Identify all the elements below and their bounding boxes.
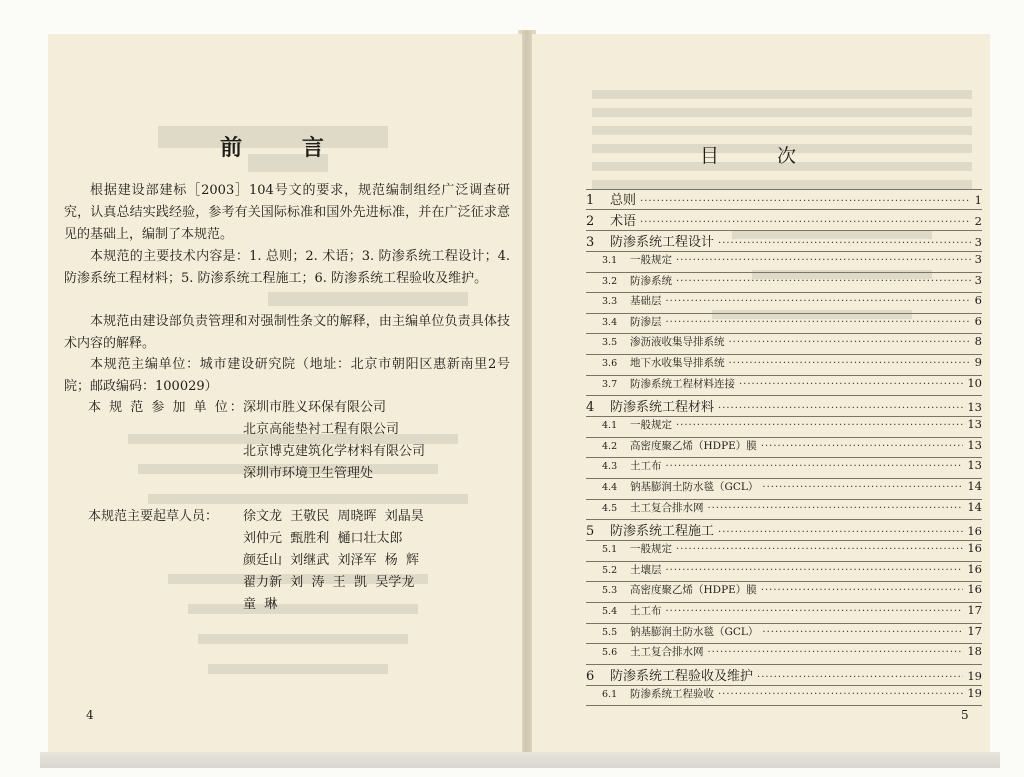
- left-page-preface: [48, 34, 522, 752]
- scanner-edge: [40, 752, 1000, 768]
- toc-dot-leader: [666, 565, 964, 576]
- toc-entry-page: 3: [974, 272, 982, 287]
- drafters-line: 徐文龙 王敬民 周晓晖 刘晶昊: [243, 509, 424, 524]
- toc-entry-number: 5: [586, 524, 595, 540]
- toc-entry-number: 4.5: [602, 502, 618, 514]
- toc-section-entry: [586, 562, 982, 583]
- toc-section-entry: [586, 479, 982, 500]
- toc-entry-number: 4: [586, 400, 595, 416]
- drafters-label: 本规范主要起草人员：: [88, 509, 219, 524]
- toc-section-entry: [586, 293, 982, 314]
- toc-dot-leader: [666, 606, 964, 617]
- toc-chapter-entry: [586, 231, 982, 252]
- toc-entry-number: 3.6: [602, 357, 618, 369]
- page-number: 4: [86, 708, 94, 722]
- toc-dot-leader: [762, 482, 963, 493]
- toc-entry-number: 6.1: [602, 688, 618, 700]
- toc-entry-number: 3.1: [602, 255, 618, 266]
- toc-entry-label: 一般规定: [630, 543, 672, 556]
- toc-entry-number: 5.4: [602, 605, 618, 617]
- preface-paragraph: 本规范由建设部负责管理和对强制性条文的解释，由主编单位负责具体技术内容的解释。: [64, 314, 510, 351]
- toc-section-entry: [586, 334, 982, 355]
- toc-entry-number: 6: [586, 668, 595, 684]
- drafters-list: [243, 506, 424, 616]
- preface-paragraph: 本规范主编单位：城市建设研究院（地址：北京市朝阳区惠新南里2号院；邮政编码：100029）: [64, 357, 510, 394]
- toc-entry-page: 17: [967, 623, 982, 638]
- toc-dot-leader: [729, 358, 971, 369]
- toc-entry-label: 钠基膨润土防水毯（GCL）: [630, 625, 759, 638]
- toc-entry-label: 地下水收集导排系统: [630, 356, 725, 369]
- toc-entry-number: 5.6: [602, 647, 618, 659]
- toc-entry-label: 土工布: [630, 460, 662, 473]
- toc-dot-leader: [640, 196, 971, 207]
- page-number: 5: [961, 708, 969, 722]
- toc-entry-number: 4.2: [602, 440, 618, 452]
- toc-entry-label: 基础层: [630, 295, 662, 308]
- toc-entry-label: 防渗系统工程验收: [630, 687, 714, 700]
- toc-entry-page: 18: [967, 644, 982, 659]
- toc-section-entry: [586, 438, 982, 459]
- drafters-line: 童 琳: [243, 597, 278, 612]
- toc-title: 目 次: [699, 145, 823, 167]
- toc-entry-label: 土壤层: [630, 563, 662, 576]
- toc-entry-label: 土工布: [630, 604, 662, 617]
- toc-dot-leader: [708, 503, 964, 514]
- toc-section-entry: [586, 686, 982, 707]
- toc-dot-leader: [757, 672, 963, 683]
- toc-entry-page: 14: [967, 499, 982, 514]
- toc-entry-number: 2: [586, 214, 595, 229]
- toc-dot-leader: [762, 627, 963, 638]
- toc-dot-leader: [640, 217, 971, 228]
- toc-entry-label: 防渗系统工程材料连接: [630, 377, 735, 390]
- drafters-line: 刘仲元 甄胜利 樋口壮太郎: [243, 531, 403, 546]
- toc-section-entry: [586, 624, 982, 645]
- toc-dot-leader: [718, 403, 963, 414]
- toc-entry-page: 16: [967, 524, 982, 539]
- toc-entry-number: 4.1: [602, 420, 618, 432]
- toc-dot-leader: [729, 337, 971, 348]
- toc-entry-page: 14: [967, 478, 982, 493]
- toc-entry-label: 一般规定: [630, 419, 672, 432]
- toc-entry-label: 钠基膨润土防水毯（GCL）: [630, 480, 759, 493]
- toc-dot-leader: [739, 379, 963, 390]
- toc-section-entry: [586, 273, 982, 294]
- participant-unit: 深圳市胜义环保有限公司: [243, 400, 387, 415]
- right-page-contents: [532, 34, 990, 752]
- drafters-line: 翟力新 刘 涛 王 凯 吴学龙: [243, 575, 415, 590]
- toc-entry-page: 13: [967, 400, 982, 415]
- toc-entry-page: 2: [974, 214, 982, 228]
- participant-unit: 北京高能垫衬工程有限公司: [243, 422, 400, 437]
- toc-entry-label: 防渗层: [630, 315, 662, 328]
- toc-section-entry: [586, 355, 982, 376]
- toc-entry-label: 防渗系统工程设计: [610, 235, 715, 250]
- toc-entry-label: 一般规定: [630, 254, 672, 266]
- toc-entry-page: 6: [974, 313, 982, 328]
- toc-entry-number: 5.5: [602, 626, 618, 638]
- toc-entry-page: 16: [967, 582, 982, 597]
- toc-dot-leader: [761, 585, 964, 596]
- toc-entry-page: 3: [974, 252, 982, 266]
- toc-entry-number: 4.3: [602, 461, 618, 473]
- toc-section-entry: [586, 458, 982, 479]
- toc-entry-number: 3.7: [602, 378, 618, 390]
- toc-section-entry: [586, 582, 982, 603]
- toc-entry-number: 3.5: [602, 337, 618, 349]
- participant-unit: 深圳市环境卫生管理处: [243, 466, 374, 481]
- toc-dot-leader: [676, 544, 963, 555]
- participant-unit: 北京博克建筑化学材料有限公司: [243, 444, 426, 459]
- drafters-line: 颜廷山 刘继武 刘泽军 杨 辉: [243, 553, 420, 568]
- toc-entry-page: 10: [967, 375, 982, 390]
- toc-entry-number: 4.4: [602, 481, 618, 493]
- toc-section-entry: [586, 603, 982, 624]
- toc-dot-leader: [718, 689, 963, 700]
- toc-dot-leader: [666, 296, 971, 307]
- preface-paragraph: 根据建设部建标［2003］104号文的要求，规范编制组经广泛调查研究，认真总结实践经验，参考有关国际标准和国外先进标准，并在广泛征求意见的基础上，编制了本规范。: [64, 183, 510, 242]
- toc-entry-page: 13: [967, 458, 982, 473]
- toc-section-entry: [586, 541, 982, 562]
- toc-entry-label: 高密度聚乙烯（HDPE）膜: [630, 439, 757, 452]
- toc-entry-page: 8: [974, 334, 982, 349]
- toc-section-entry: [586, 314, 982, 335]
- toc-entry-page: 17: [967, 602, 982, 617]
- toc-dot-leader: [676, 255, 971, 266]
- toc-entry-page: 6: [974, 293, 982, 308]
- toc-entry-page: 13: [967, 417, 982, 432]
- toc-entry-label: 总则: [610, 193, 637, 208]
- toc-entry-number: 3: [586, 235, 595, 250]
- toc-entry-number: 3.4: [602, 316, 618, 328]
- toc-entry-label: 土工复合排水网: [630, 501, 704, 514]
- toc-chapter-entry: [586, 665, 982, 686]
- toc-entry-label: 防渗系统工程施工: [610, 524, 715, 540]
- toc-entry-label: 渗沥液收集导排系统: [630, 336, 725, 349]
- toc-section-entry: [586, 252, 982, 273]
- toc-entry-page: 16: [967, 541, 982, 556]
- toc-section-entry: [586, 500, 982, 521]
- toc-entry-number: 3.3: [602, 296, 618, 308]
- toc-entry-number: 5.2: [602, 564, 618, 576]
- toc-dot-leader: [666, 317, 971, 328]
- toc-entry-page: 16: [967, 561, 982, 576]
- toc-dot-leader: [761, 441, 964, 452]
- toc-entry-label: 术语: [610, 214, 637, 229]
- toc-chapter-entry: [586, 520, 982, 541]
- toc-entry-page: 3: [974, 235, 982, 249]
- toc-dot-leader: [718, 238, 971, 249]
- toc-entry-page: 19: [967, 668, 982, 683]
- toc-chapter-entry: [586, 189, 982, 210]
- toc-entry-label: 防渗系统工程验收及维护: [610, 668, 754, 684]
- toc-entry-label: 高密度聚乙烯（HDPE）膜: [630, 584, 757, 597]
- toc-dot-leader: [666, 461, 964, 472]
- toc-entry-page: 9: [974, 354, 982, 369]
- toc-entry-number: 3.2: [602, 275, 618, 287]
- toc-entry-number: 5.3: [602, 585, 618, 597]
- toc-chapter-entry: [586, 396, 982, 417]
- preface-paragraph: 本规范的主要技术内容是：1. 总则；2. 术语；3. 防渗系统工程设计；4. 防渗系统工程材料；5. 防渗系统工程施工；6. 防渗系统工程验收及维护。: [64, 249, 510, 286]
- toc-section-entry: [586, 376, 982, 397]
- toc-section-entry: [586, 417, 982, 438]
- participants-list: [243, 397, 425, 485]
- toc-entry-page: 19: [967, 685, 982, 700]
- toc-dot-leader: [676, 276, 971, 287]
- toc-dot-leader: [676, 420, 963, 431]
- toc-entry-label: 土工复合排水网: [630, 646, 704, 659]
- toc-entry-number: 1: [586, 193, 595, 208]
- toc-dot-leader: [708, 647, 964, 658]
- toc-entry-page: 13: [967, 437, 982, 452]
- participants-label: 本 规 范 参 加 单 位：: [88, 400, 245, 415]
- table-of-contents: [586, 189, 982, 706]
- toc-chapter-entry: [586, 210, 982, 231]
- toc-section-entry: [586, 644, 982, 665]
- toc-entry-label: 防渗系统工程材料: [610, 400, 715, 416]
- toc-entry-page: 1: [974, 193, 982, 207]
- toc-dot-leader: [718, 527, 963, 538]
- toc-entry-number: 5.1: [602, 544, 618, 556]
- toc-entry-label: 防渗系统: [630, 274, 672, 287]
- preface-title: 前 言: [220, 135, 350, 161]
